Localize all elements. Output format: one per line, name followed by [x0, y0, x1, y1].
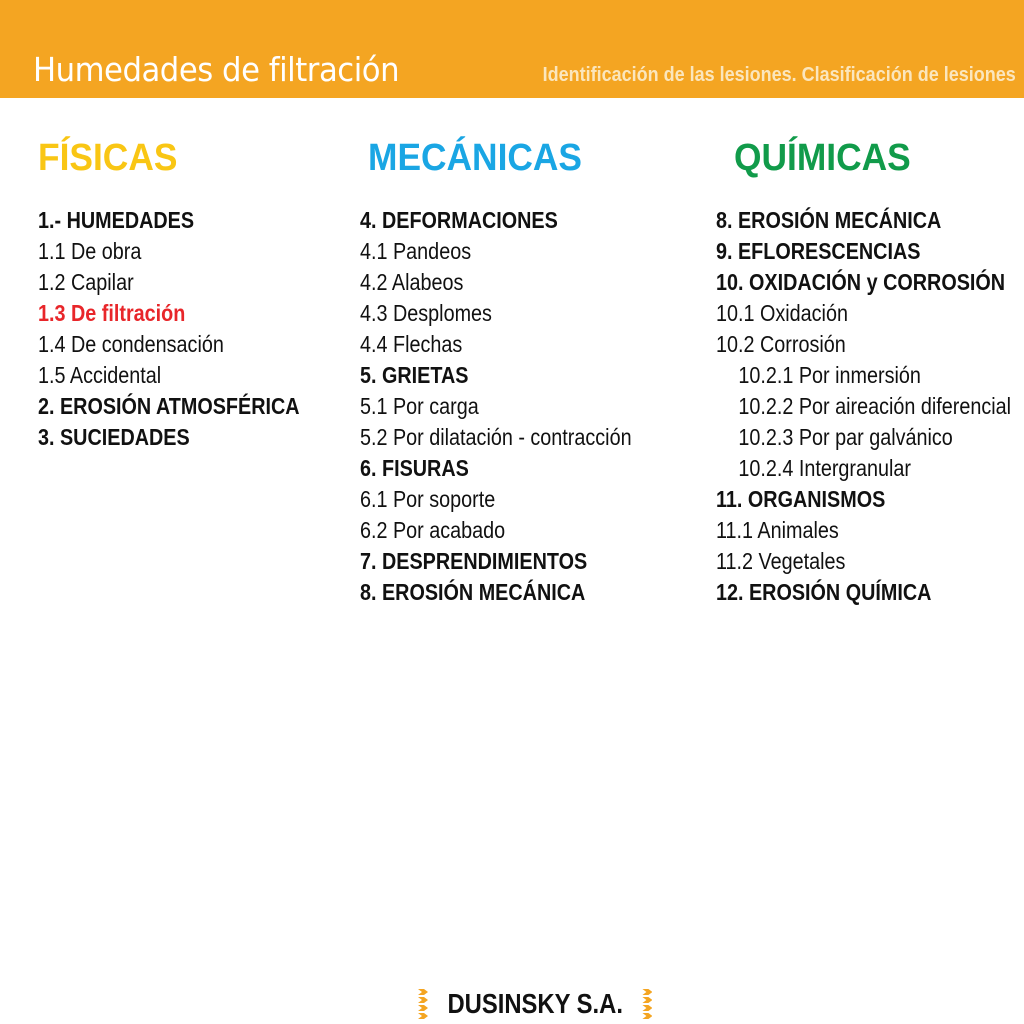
list-item: 10. OXIDACIÓN y CORROSIÓN [716, 269, 1006, 295]
list-item: 10.2.3 Por par galvánico [738, 424, 953, 450]
list-item: 1.2 Capilar [38, 269, 134, 295]
list-item: 1.- HUMEDADES [38, 207, 195, 233]
list-item: 8. EROSIÓN MECÁNICA [360, 579, 586, 605]
header-bar [0, 0, 1024, 98]
list-item: 4.3 Desplomes [360, 300, 492, 326]
heading-fisicas: FÍSICAS [38, 137, 178, 179]
list-item: 6.2 Por acabado [360, 517, 506, 543]
column-quimicas [716, 136, 1024, 608]
column-mecanicas [360, 136, 676, 608]
page-subtitle: Identificación de las lesiones. Clasificación de lesiones [542, 64, 1016, 86]
list-item: 4.1 Pandeos [360, 238, 472, 264]
list-fisicas [38, 205, 342, 453]
list-item: 1.4 De condensación [38, 331, 224, 357]
list-item: 9. EFLORESCENCIAS [716, 238, 921, 264]
list-item: 6. FISURAS [360, 455, 469, 481]
column-fisicas [38, 136, 342, 453]
list-mecanicas [360, 205, 676, 608]
heading-quimicas: QUÍMICAS [734, 137, 911, 179]
list-item: 11.2 Vegetales [716, 548, 846, 574]
list-item: 11.1 Animales [716, 517, 839, 543]
chevron-left-icon [418, 989, 428, 1019]
list-item: 6.1 Por soporte [360, 486, 496, 512]
chevron-right-icon [642, 989, 652, 1019]
list-item: 10.2.1 Por inmersión [738, 362, 921, 388]
list-item: 4.2 Alabeos [360, 269, 464, 295]
list-item: 11. ORGANISMOS [716, 486, 886, 512]
list-item: 7. DESPRENDIMIENTOS [360, 548, 588, 574]
page-title: Humedades de filtración [33, 50, 400, 89]
list-item: 10.2 Corrosión [716, 331, 846, 357]
list-item: 4.4 Flechas [360, 331, 463, 357]
list-item: 3. SUCIEDADES [38, 424, 190, 450]
list-item: 5. GRIETAS [360, 362, 469, 388]
list-item: 2. EROSIÓN ATMOSFÉRICA [38, 393, 300, 419]
footer-logo [418, 984, 652, 1024]
list-item: 5.2 Por dilatación - contracción [360, 424, 632, 450]
list-item: 12. EROSIÓN QUÍMICA [716, 579, 932, 605]
list-item: 4. DEFORMACIONES [360, 207, 558, 233]
brand-name: DUSINSKY S.A. [447, 988, 623, 1019]
list-item: 10.2.4 Intergranular [738, 455, 912, 481]
list-item: 1.3 De filtración [38, 300, 186, 326]
list-quimicas [716, 205, 1024, 608]
heading-mecanicas: MECÁNICAS [368, 137, 583, 179]
list-item: 5.1 Por carga [360, 393, 479, 419]
list-item: 8. EROSIÓN MECÁNICA [716, 207, 942, 233]
list-item: 10.2.2 Por aireación diferencial [738, 393, 1012, 419]
list-item: 1.1 De obra [38, 238, 142, 264]
list-item: 10.1 Oxidación [716, 300, 848, 326]
list-item: 1.5 Accidental [38, 362, 162, 388]
